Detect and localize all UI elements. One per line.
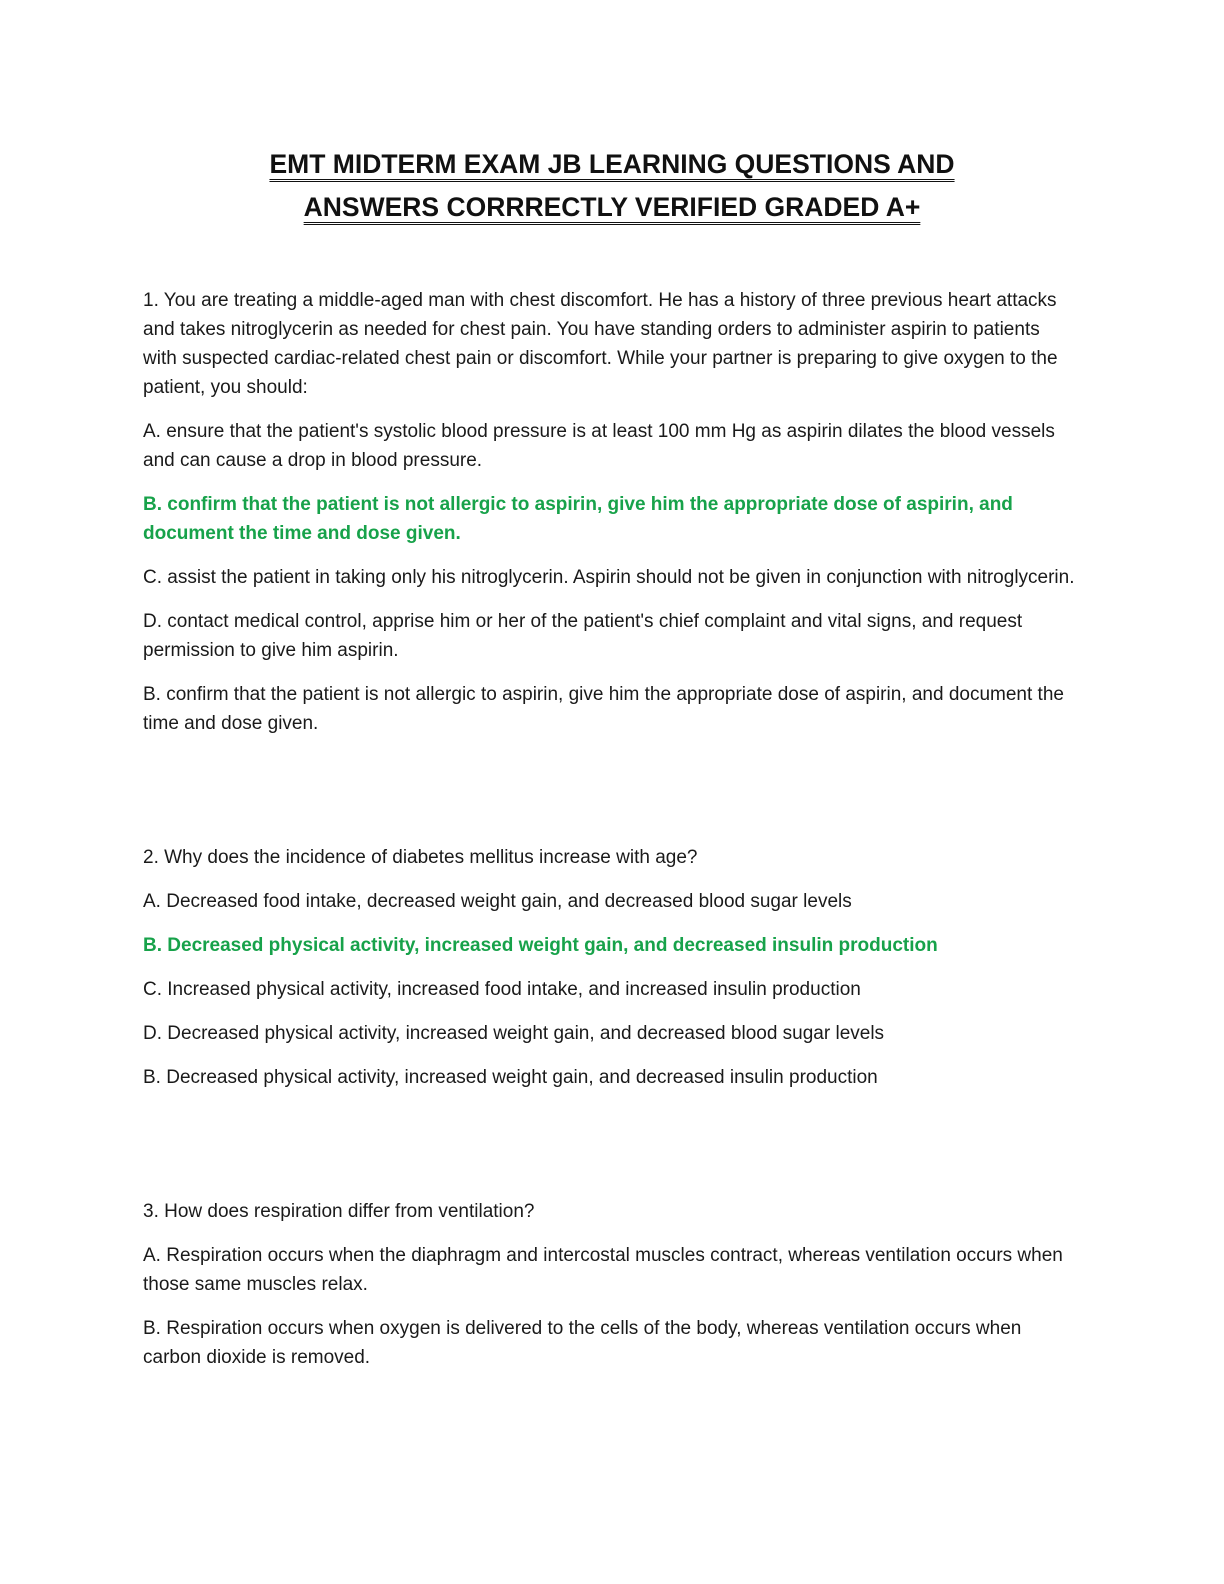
question-block-1: [143, 286, 1078, 738]
option-c: C. assist the patient in taking only his nitroglycerin. Aspirin should not be given in conjunction with nitroglycerin.: [143, 567, 1075, 588]
question-block-3: [143, 1197, 1078, 1372]
option-a: A. ensure that the patient's systolic blood pressure is at least 100 mm Hg as aspirin dilates the blood vessels and can cause a drop in blood pressure.: [143, 421, 1055, 471]
option-b: B. Respiration occurs when oxygen is delivered to the cells of the body, whereas ventilation occurs when carbon dioxide is removed.: [143, 1318, 1022, 1368]
option-a: A. Decreased food intake, decreased weight gain, and decreased blood sugar levels: [143, 891, 852, 912]
question-text: 3. How does respiration differ from ventilation?: [143, 1201, 535, 1222]
option-b-correct: B. Decreased physical activity, increased weight gain, and decreased insulin production: [143, 935, 938, 956]
question-text: 1. You are treating a middle-aged man with chest discomfort. He has a history of three previous heart attacks and takes nitroglycerin as needed for chest pain. You have standing orders to administer aspirin to patients with suspected cardiac-related chest pain or discomfort. While your partner is preparing to give oxygen to the patient, you should:: [143, 290, 1058, 398]
option-d: D. Decreased physical activity, increased weight gain, and decreased blood sugar levels: [143, 1023, 885, 1044]
answer-text: B. confirm that the patient is not allergic to aspirin, give him the appropriate dose of aspirin, and document the time and dose given.: [143, 684, 1064, 734]
title-line-1: EMT MIDTERM EXAM JB LEARNING QUESTIONS AND: [269, 149, 955, 179]
document-title: [120, 143, 1104, 229]
questions-content: [143, 286, 1078, 1387]
title-line-2: ANSWERS CORRRECTLY VERIFIED GRADED A+: [303, 192, 921, 222]
option-a: A. Respiration occurs when the diaphragm and intercostal muscles contract, whereas ventilation occurs when those same muscles relax.: [143, 1245, 1063, 1295]
option-d: D. contact medical control, apprise him or her of the patient's chief complaint and vital signs, and request permission to give him aspirin.: [143, 611, 1023, 661]
question-block-2: [143, 843, 1078, 1092]
question-text: 2. Why does the incidence of diabetes mellitus increase with age?: [143, 847, 698, 868]
option-b-correct: B. confirm that the patient is not allergic to aspirin, give him the appropriate dose of aspirin, and document the time and dose given.: [143, 494, 1013, 544]
answer-text: B. Decreased physical activity, increased weight gain, and decreased insulin production: [143, 1067, 878, 1088]
option-c: C. Increased physical activity, increased food intake, and increased insulin production: [143, 979, 861, 1000]
